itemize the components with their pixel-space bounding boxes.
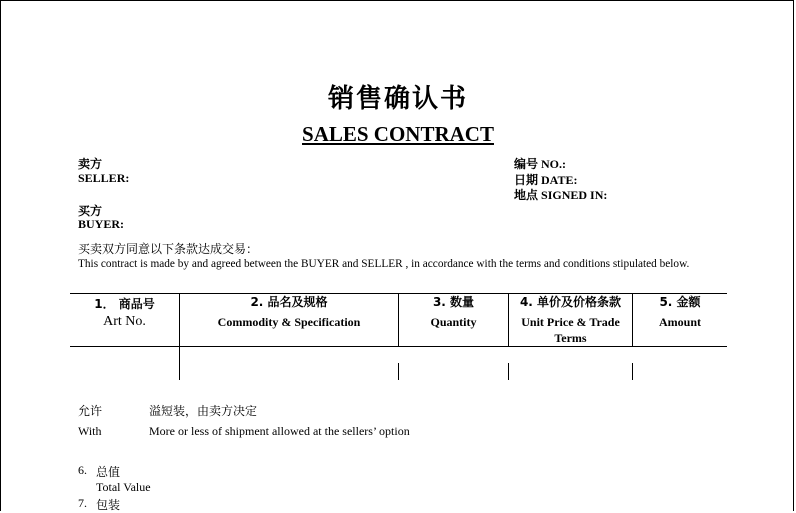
table-col-divider (632, 363, 633, 380)
item-7-number: 7. (78, 496, 87, 510)
agreement-cn: 买卖双方同意以下条款达成交易： (78, 242, 259, 256)
header-en: Commodity & Specification (217, 315, 361, 329)
buyer-label-en: BUYER: (78, 217, 125, 231)
allow-text-en: More or less of shipment allowed at the sellers’ option (149, 424, 410, 438)
allow-label-en: With (78, 424, 102, 438)
table-header-bottom-border (70, 346, 727, 347)
header-en: Art No. (103, 314, 146, 329)
agreement-en: This contract is made by and agreed between the BUYER and SELLER , in accordance with the terms and conditions stipulated below. (78, 258, 690, 270)
header-cn: 4. 单价及价格条款 (519, 295, 622, 309)
table-header-amount (633, 294, 727, 330)
table-col-divider (398, 363, 399, 380)
title-chinese: 销售确认书 (327, 84, 468, 114)
header-en: Amount (658, 315, 701, 329)
allow-label-cn: 允许 (78, 404, 103, 418)
table-col-divider (508, 363, 509, 380)
header-en: Quantity (430, 315, 477, 329)
allow-text-cn: 溢短装，由卖方决定 (149, 404, 258, 418)
header-cn: 5. 金额 (659, 295, 701, 309)
header-cn: 1． 商品号 (94, 297, 155, 311)
date-label-en: DATE: (541, 173, 578, 187)
signed-in-label-en: SIGNED IN: (541, 188, 608, 202)
signed-in-label-cn: 地点 (514, 188, 539, 202)
item-6-label-en: Total Value (96, 480, 151, 494)
contract-no-field (514, 155, 566, 172)
item-6-label-cn: 总值 (96, 465, 121, 479)
seller-label-cn: 卖方 (78, 157, 103, 171)
no-label-en: NO.: (541, 157, 567, 171)
header-en: Unit Price & Trade Terms (521, 315, 620, 345)
title-english: SALES CONTRACT (302, 122, 494, 146)
item-6-number: 6. (78, 463, 87, 477)
no-label-cn: 编号 (514, 157, 539, 171)
table-header-quantity (399, 294, 508, 330)
seller-label-en: SELLER: (78, 171, 130, 185)
date-label-cn: 日期 (514, 173, 539, 187)
table-header-commodity (180, 294, 398, 330)
buyer-label-cn: 买方 (78, 204, 103, 218)
table-header-art-no (70, 296, 179, 330)
signed-in-field (514, 186, 607, 203)
header-cn: 3. 数量 (432, 295, 475, 309)
table-header-unit-price (509, 294, 632, 346)
item-7-label-cn: 包装 (96, 498, 121, 512)
header-cn: 2. 品名及规格 (250, 295, 328, 309)
